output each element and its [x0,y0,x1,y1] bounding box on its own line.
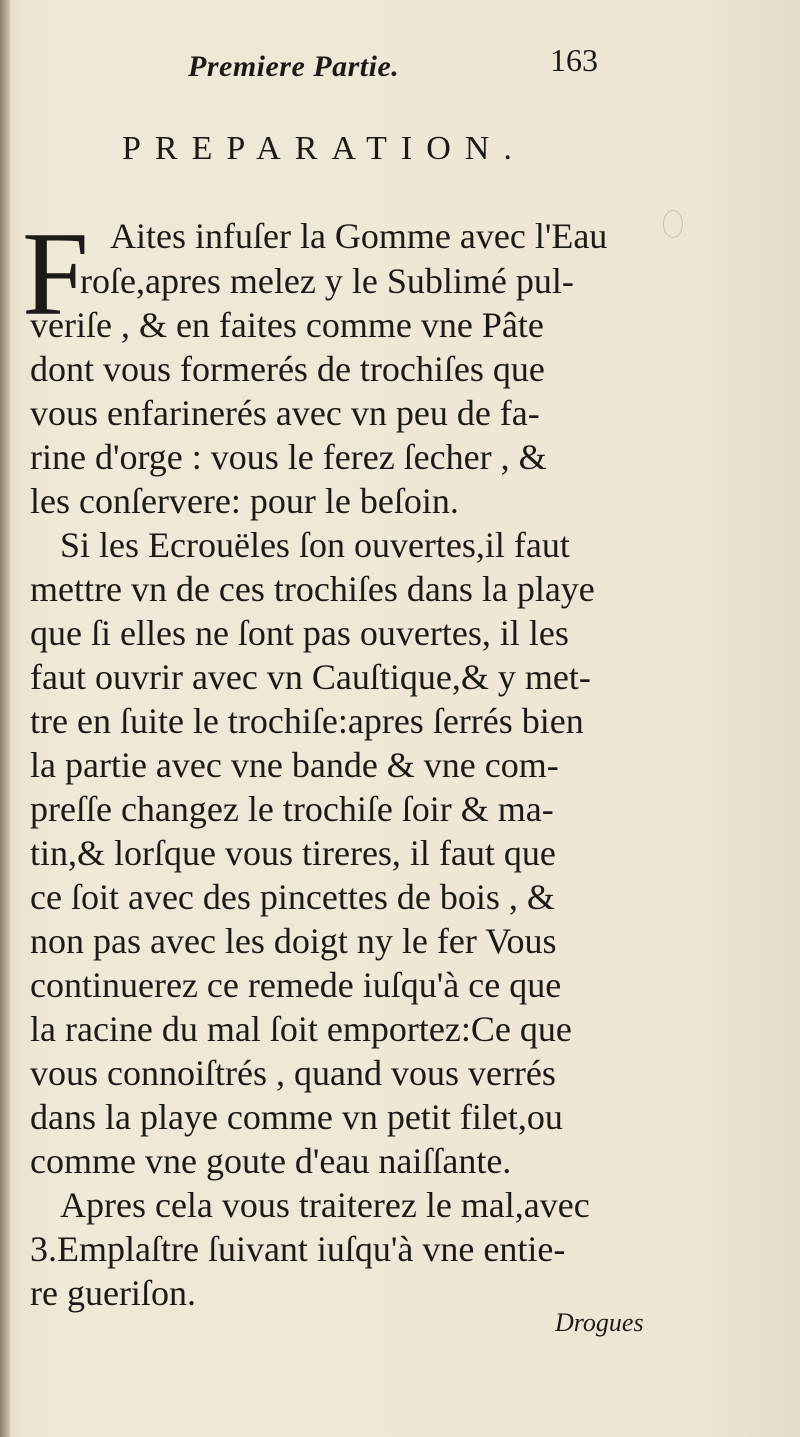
text-line: Si les Ecrouëles ſon ouvertes,il faut [60,525,570,565]
text-line: preſſe changez le trochiſe ſoir & ma- [30,789,554,829]
text-line: vous connoiſtrés , quand vous verrés [30,1053,556,1093]
text-line: dans la playe comme vn petit filet,ou [30,1097,563,1137]
text-line: mettre vn de ces trochiſes dans la playe [30,569,595,609]
text-line: vous enfarinerés avec vn peu de fa- [30,393,540,433]
text-line: veriſe , & en faites comme vne Pâte [30,305,544,345]
text-line: re gueriſon. [30,1273,196,1313]
page-gutter [0,0,10,1437]
drop-cap: F [22,207,89,340]
text-line: roſe,apres melez y le Sublimé pul- [80,261,574,301]
text-line: faut ouvrir avec vn Cauſtique,& y met- [30,657,591,697]
paper-blemish [663,210,683,238]
text-line: ce ſoit avec des pincettes de bois , & [30,877,555,917]
text-line: tre en ſuite le trochiſe:apres ſerrés bien [30,701,584,741]
text-line: non pas avec les doigt ny le fer Vous [30,921,557,961]
text-line: comme vne goute d'eau naiſſante. [30,1141,512,1181]
text-line: que ſi elles ne ſont pas ouvertes, il les [30,613,569,653]
text-line: Aites infuſer la Gomme avec l'Eau [110,216,608,256]
text-line: continuerez ce remede iuſqu'à ce que [30,965,562,1005]
text-line: la partie avec vne bande & vne com- [30,745,559,785]
text-line: Apres cela vous traiterez le mal,avec [60,1185,590,1225]
text-line: rine d'orge : vous le ferez ſecher , & [30,437,547,477]
running-title: Premiere Partie. [188,50,400,83]
page-number: 163 [550,42,598,78]
catchword: Drogues [555,1308,644,1337]
text-line: les conſervere: pour le beſoin. [30,481,459,521]
text-line: tin,& lorſque vous tireres, il faut que [30,833,556,873]
text-line: la racine du mal ſoit emportez:Ce que [30,1009,572,1049]
running-head [188,42,628,92]
section-heading: PREPARATION. [122,130,526,167]
text-line: 3.Emplaſtre ſuivant iuſqu'à vne entie- [30,1229,566,1269]
text-line: dont vous formerés de trochiſes que [30,349,545,389]
